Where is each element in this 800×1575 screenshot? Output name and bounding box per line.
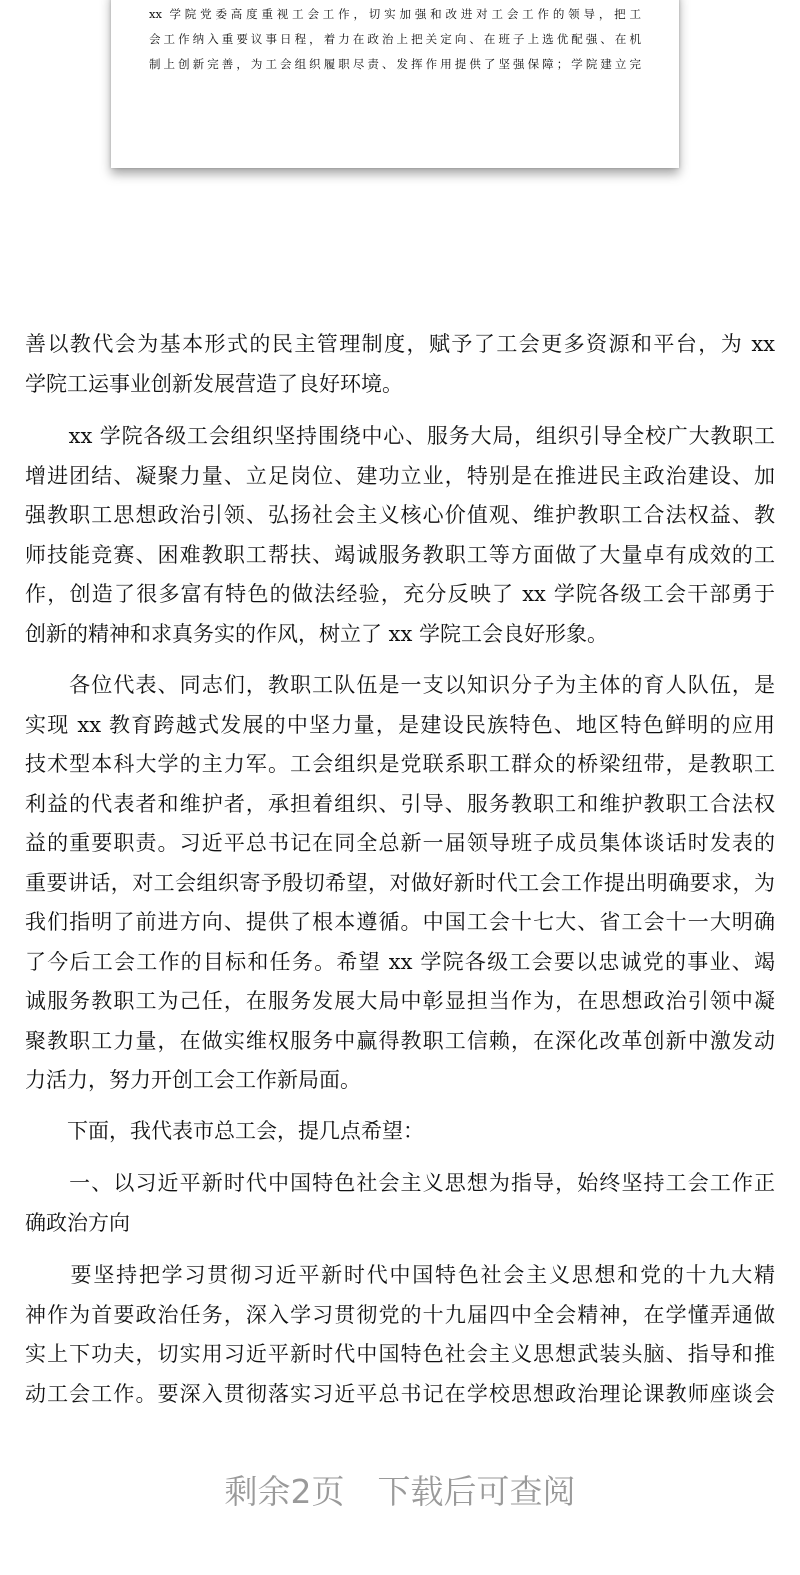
text-line: 确政治方向 — [25, 1210, 130, 1235]
text-line: 了今后工会工作的目标和任务。希望 xx 学院各级工会要以忠诚党的事业、竭 — [25, 949, 775, 974]
text-line: 各位代表、同志们，教职工队伍是一支以知识分子为主体的育人队伍，是 — [25, 673, 775, 697]
text-line: xx 学院各级工会组织坚持围绕中心、服务大局，组织引导全校广大教职工 — [25, 424, 775, 448]
paragraph — [25, 1256, 775, 1414]
text-line: 实上下功夫，切实用习近平新时代中国特色社会主义思想武装头脑、指导和推 — [25, 1342, 775, 1366]
text-line: 聚教职工力量，在做实维权服务中赢得教职工信赖，在深化改革创新中激发动 — [25, 1028, 775, 1053]
text-line: 动工会工作。要深入贯彻落实习近平总书记在学校思想政治理论课教师座谈会 — [25, 1381, 775, 1406]
text-line: 重要讲话，对工会组织寄予殷切希望，对做好新时代工会工作提出明确要求，为 — [25, 870, 775, 895]
text-line: 益的重要职责。习近平总书记在同全总新一届领导班子成员集体谈话时发表的 — [25, 831, 775, 855]
paragraph — [25, 325, 775, 404]
text-line: 我们指明了前进方向、提供了根本遵循。中国工会十七大、省工会十一大明确 — [25, 910, 775, 934]
card-line: 会工作纳入重要议事日程，着力在政治上把关定向、在班子上选优配强、在机 — [149, 32, 641, 46]
text-line: 增进团结、凝聚力量、立足岗位、建功立业，特别是在推进民主政治建设、加 — [25, 463, 775, 488]
text-line: 创新的精神和求真务实的作风，树立了 xx 学院工会良好形象。 — [25, 621, 609, 646]
text-line: 诚服务教职工为己任，在服务发展大局中彰显担当作为，在思想政治引领中凝 — [25, 989, 775, 1013]
preview-page-card — [111, 0, 679, 168]
text-line: 力活力，努力开创工会工作新局面。 — [25, 1068, 361, 1092]
text-line: 学院工运事业创新发展营造了良好环境。 — [25, 371, 403, 396]
text-line: 下面，我代表市总工会，提几点希望： — [25, 1119, 424, 1143]
card-line: 制上创新完善，为工会组织履职尽责、发挥作用提供了坚强保障；学院建立完 — [149, 57, 641, 71]
text-line: 要坚持把学习贯彻习近平新时代中国特色社会主义思想和党的十九大精 — [25, 1263, 775, 1287]
text-line: 师技能竞赛、困难教职工帮扶、竭诚服务教职工等方面做了大量卓有成效的工 — [25, 542, 775, 567]
text-line: 利益的代表者和维护者，承担着组织、引导、服务教职工和维护教职工合法权 — [25, 791, 775, 816]
text-line: 强教职工思想政治引领、弘扬社会主义核心价值观、维护教职工合法权益、教 — [25, 503, 775, 527]
text-line: 善以教代会为基本形式的民主管理制度，赋予了工会更多资源和平台，为 xx — [25, 332, 775, 356]
paragraph — [25, 1164, 775, 1243]
text-line: 一、以习近平新时代中国特色社会主义思想为指导，始终坚持工会工作正 — [25, 1171, 775, 1195]
text-line: 实现 xx 教育跨越式发展的中坚力量，是建设民族特色、地区特色鲜明的应用 — [25, 712, 775, 737]
text-line: 作，创造了很多富有特色的做法经验，充分反映了 xx 学院各级工会干部勇于 — [25, 582, 775, 606]
text-line: 神作为首要政治任务，深入学习贯彻党的十九届四中全会精神，在学懂弄通做 — [25, 1302, 775, 1327]
card-line: xx 学院党委高度重视工会工作，切实加强和改进对工会工作的领导，把工 — [149, 7, 641, 21]
remaining-pages-notice[interactable]: 剩余2页 下载后可查阅 — [224, 1472, 576, 1511]
paragraph — [25, 1112, 775, 1152]
paragraph — [25, 417, 775, 654]
paragraph — [25, 666, 775, 1101]
text-line: 技术型本科大学的主力军。工会组织是党联系职工群众的桥梁纽带，是教职工 — [25, 752, 775, 776]
